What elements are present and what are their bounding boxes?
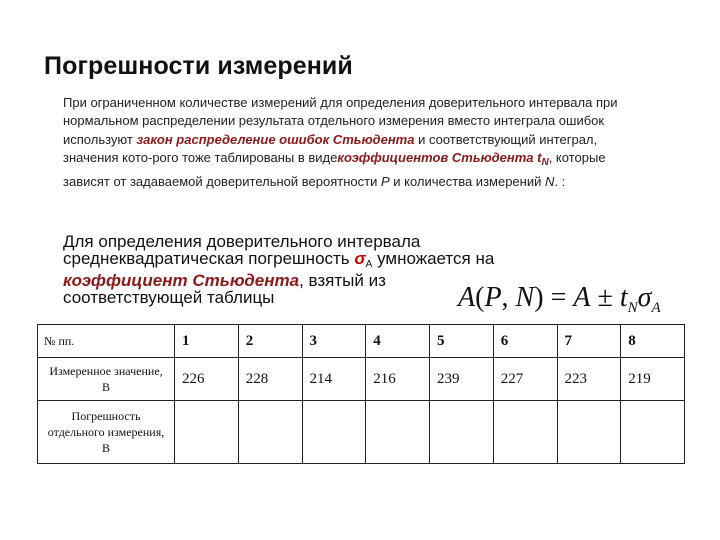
column-header: 2 <box>238 325 302 358</box>
table-row-index <box>38 325 685 358</box>
student-coefficient-highlight: коэффициент Стьюдента <box>63 271 300 290</box>
row-header-index: № пп. <box>38 325 175 358</box>
column-header: 8 <box>621 325 685 358</box>
measured-value-cell: 214 <box>302 358 366 401</box>
intro-text-5: . : <box>554 173 566 189</box>
measured-value-cell: 216 <box>366 358 430 401</box>
interval-text-1: Для определения доверительного интервала среднеквадратическая погрешность <box>63 232 421 268</box>
column-header: 3 <box>302 325 366 358</box>
measured-value-cell: 219 <box>621 358 685 401</box>
table-row-error <box>38 401 685 464</box>
measurements-table <box>37 324 685 464</box>
table-row-measured <box>38 358 685 401</box>
column-header: 7 <box>557 325 621 358</box>
measured-value-cell: 223 <box>557 358 621 401</box>
error-value-cell <box>430 401 494 464</box>
column-header: 1 <box>175 325 239 358</box>
formula-p: P <box>484 282 502 313</box>
intro-paragraph <box>63 94 623 191</box>
row-header-error: Погрешность отдельного измерения, В <box>38 401 175 464</box>
error-value-cell <box>493 401 557 464</box>
intro-text-1: При ограниченном количестве измерений для определения доверительного интервала при нормальном распределении результата отдельного измерения вместо интеграла ошибок используют <box>63 95 618 147</box>
column-header: 5 <box>430 325 494 358</box>
formula-lhs: A <box>458 282 476 313</box>
confidence-interval-formula <box>458 282 661 317</box>
sigma-symbol: σ <box>354 248 366 268</box>
formula-t: t <box>619 282 628 313</box>
measured-value-cell: 226 <box>175 358 239 401</box>
interval-text-2: умножается на <box>372 248 495 268</box>
student-distribution-highlight: закон распределение ошибок Стьюдента <box>136 131 415 147</box>
measured-value-cell: 227 <box>493 358 557 401</box>
intro-text-3: , которые зависят от задаваемой доверительной вероятности <box>63 150 606 189</box>
student-coefficients-subscript: N <box>541 157 549 169</box>
interval-text-3: , взятый из соответствующей таблицы <box>63 271 386 307</box>
column-header: 4 <box>366 325 430 358</box>
student-coefficients-highlight <box>337 150 549 169</box>
formula-a: A <box>573 282 591 313</box>
formula-comma: , <box>501 282 516 313</box>
error-value-cell <box>557 401 621 464</box>
error-value-cell <box>366 401 430 464</box>
formula-paren-close: ) <box>534 282 544 313</box>
column-header: 6 <box>493 325 557 358</box>
error-value-cell <box>621 401 685 464</box>
page-title: Погрешности измерений <box>44 52 353 80</box>
interval-paragraph <box>63 234 523 306</box>
intro-text-4: и количества измерений <box>389 173 545 189</box>
formula-sigma-subscript: A <box>651 300 661 316</box>
intro-text-2: и соответствующий интеграл, значения кото-рого тоже таблированы в виде <box>63 131 598 166</box>
error-value-cell <box>238 401 302 464</box>
error-value-cell <box>302 401 366 464</box>
formula-plus-minus: ± <box>590 282 620 313</box>
row-header-measured: Измеренное значение, В <box>38 358 175 401</box>
formula-sigma: σ <box>637 282 652 313</box>
formula-paren-open: ( <box>475 282 485 313</box>
student-coefficients-text: коэффициентов Стьюдента t <box>337 150 542 166</box>
count-symbol: N <box>544 173 555 189</box>
formula-equals: = <box>543 282 574 313</box>
sigma-subscript: A <box>365 258 373 270</box>
measured-value-cell: 239 <box>430 358 494 401</box>
measured-value-cell: 228 <box>238 358 302 401</box>
error-value-cell <box>175 401 239 464</box>
probability-symbol: P <box>380 173 390 189</box>
formula-n: N <box>515 282 535 313</box>
formula-t-subscript: N <box>627 300 638 316</box>
